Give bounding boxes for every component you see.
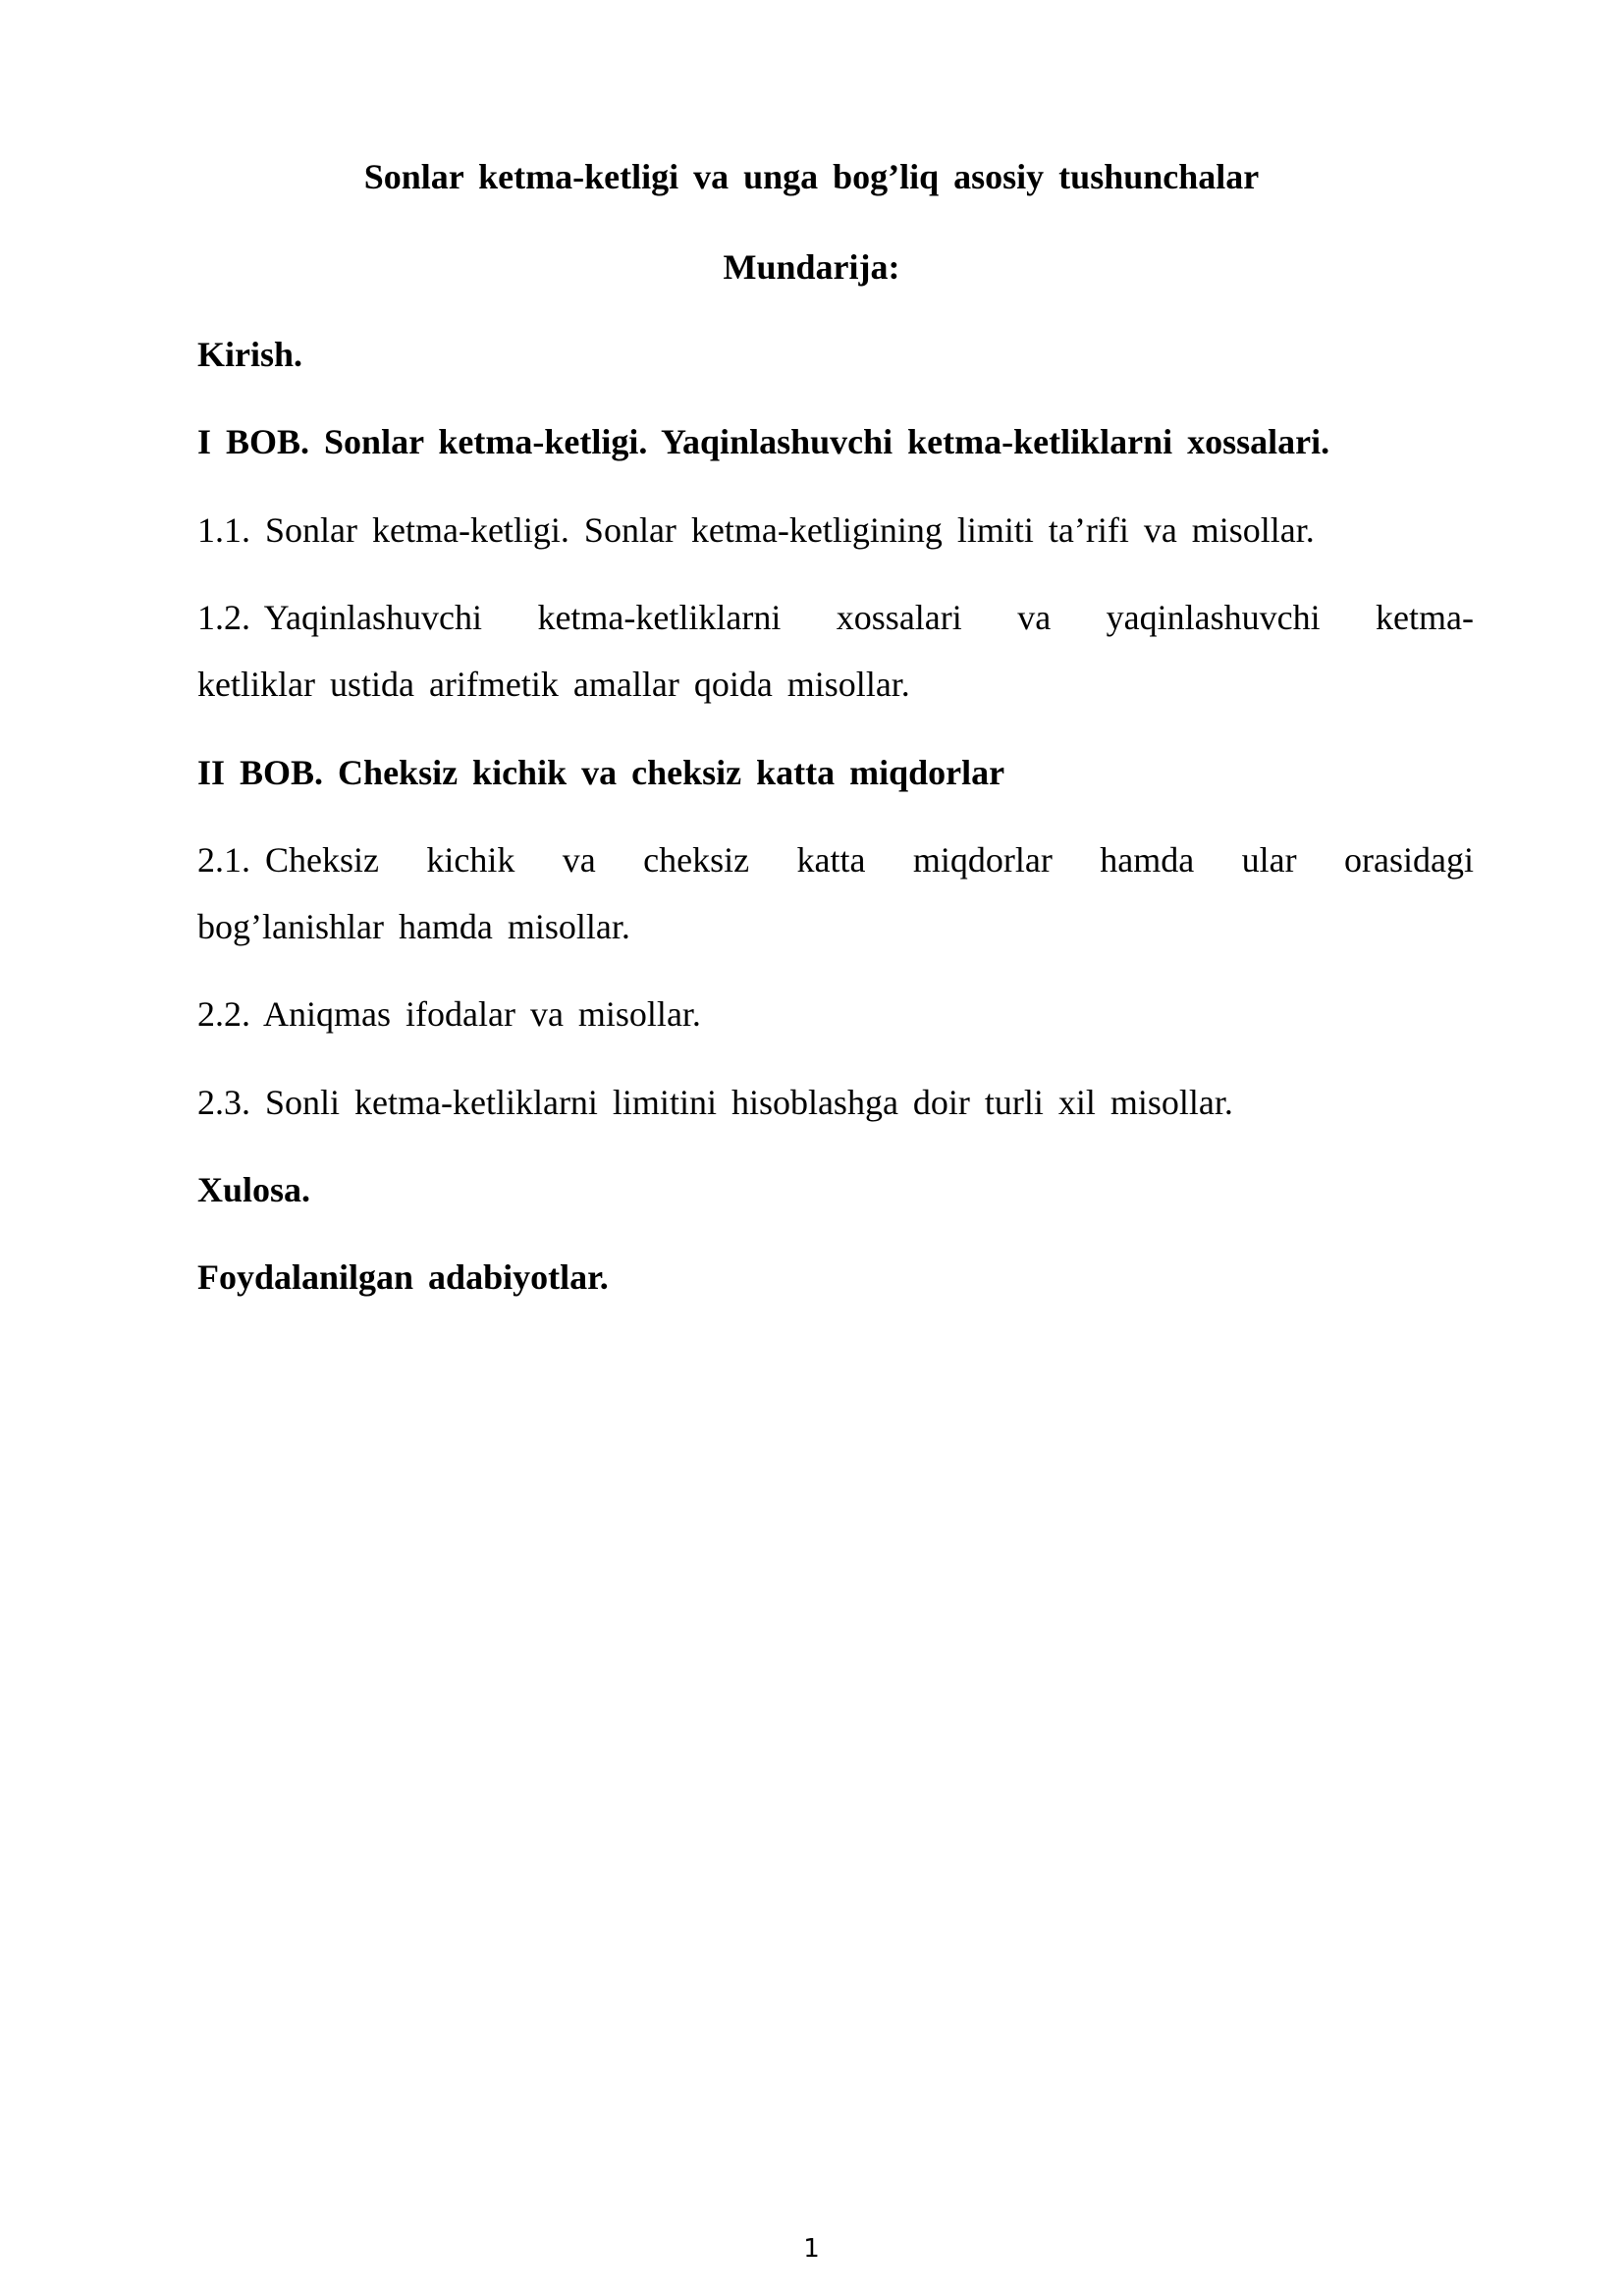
toc-entry-section-2-1-line-1	[197, 840, 1474, 880]
toc-entry-section-2-1-line-2: bog’lanishlar hamda misollar.	[197, 907, 630, 946]
word: katta	[796, 840, 866, 880]
toc-entry-adabiyotlar: Foydalanilgan adabiyotlar.	[197, 1257, 609, 1297]
word: va	[562, 840, 596, 880]
toc-entry-chapter-2: II BOB. Cheksiz kichik va cheksiz katta miqdorlar	[197, 753, 1005, 792]
page-number: 1	[803, 2234, 820, 2264]
toc-entry-kirish: Kirish.	[197, 335, 303, 374]
word: 1.2. Yaqinlashuvchi	[197, 598, 483, 637]
word: cheksiz	[643, 840, 750, 880]
word: ketma-	[1376, 598, 1474, 637]
word: hamda	[1100, 840, 1195, 880]
toc-entry-section-1-1: 1.1. Sonlar ketma-ketligi. Sonlar ketma-ketligining limiti ta’rifi va misollar.	[197, 510, 1315, 550]
toc-entry-section-1-2-line-2: ketliklar ustida arifmetik amallar qoida misollar.	[197, 665, 910, 704]
word: xossalari	[836, 598, 962, 637]
toc-entry-section-2-2: 2.2. Aniqmas ifodalar va misollar.	[197, 994, 701, 1034]
toc-heading: Mundarija:	[723, 247, 900, 287]
word: va	[1017, 598, 1052, 637]
toc-entry-chapter-1: I BOB. Sonlar ketma-ketligi. Yaqinlashuvchi ketma-ketliklarni xossalari.	[197, 422, 1330, 461]
word: ketma-ketliklarni	[537, 598, 782, 637]
word: kichik	[426, 840, 515, 880]
word: yaqinlashuvchi	[1106, 598, 1321, 637]
word: ular	[1241, 840, 1297, 880]
word: 2.1. Cheksiz	[197, 840, 379, 880]
document-title: Sonlar ketma-ketligi va unga bog’liq asosiy tushunchalar	[363, 157, 1260, 196]
toc-entry-xulosa: Xulosa.	[197, 1170, 311, 1209]
toc-entry-section-1-2-line-1	[197, 598, 1474, 637]
word: miqdorlar	[912, 840, 1053, 880]
word: orasidagi	[1344, 840, 1474, 880]
toc-entry-section-2-3: 2.3. Sonli ketma-ketliklarni limitini hisoblashga doir turli xil misollar.	[197, 1083, 1233, 1122]
